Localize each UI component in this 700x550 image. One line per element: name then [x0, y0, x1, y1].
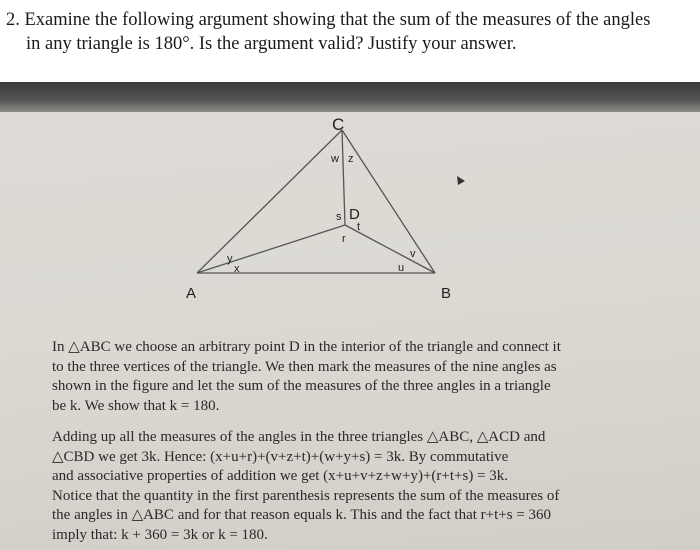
- angle-label-v: v: [410, 248, 416, 260]
- paragraph-line: and associative properties of addition we get (x+u+v+z+w+y)+(r+t+s) = 3k.: [52, 468, 509, 484]
- question-line-1: 2. Examine the following argument showing that the sum of the measures of the angles: [6, 10, 651, 30]
- angle-label-x: x: [234, 263, 240, 275]
- vertex-label-a: A: [186, 285, 197, 302]
- angle-label-u: u: [398, 262, 405, 274]
- paragraph-line: to the three vertices of the triangle. We then mark the measures of the nine angles as: [52, 358, 557, 375]
- paragraph-line: △CBD we get 3k. Hence: (x+u+r)+(v+z+t)+(w+y+s) = 3k. By commutative: [52, 448, 509, 465]
- segment-cd: [342, 130, 345, 225]
- segment-ad: [197, 225, 345, 273]
- question-prompt: [6, 8, 686, 56]
- paragraph-line: the angles in △ABC and for that reason equals k. This and the fact that r+t+s = 360: [52, 507, 552, 523]
- photo-edge-shadow: [0, 82, 700, 112]
- angle-label-z: z: [348, 153, 354, 165]
- question-line-2: in any triangle is 180°. Is the argument valid? Justify your answer.: [26, 34, 517, 54]
- paragraph-line: In △ABC we choose an arbitrary point D in the interior of the triangle and connect it: [52, 339, 561, 355]
- paragraph-line: be k. We show that k = 180.: [52, 397, 220, 414]
- cursor-arrow-icon: [457, 176, 465, 185]
- question-header: [0, 0, 700, 82]
- angle-label-t: t: [357, 221, 361, 233]
- paragraph-line: shown in the figure and let the sum of the measures of the three angles in a triangle: [52, 378, 551, 394]
- side-cb: [342, 130, 435, 273]
- paragraph-line: Adding up all the measures of the angles in the three triangles △ABC, △ACD and: [52, 429, 546, 445]
- angle-label-y: y: [227, 253, 233, 265]
- angle-label-r: r: [342, 233, 346, 245]
- vertex-label-c: C: [332, 115, 345, 134]
- angle-label-s: s: [336, 211, 342, 223]
- vertex-label-d: D: [349, 206, 360, 223]
- side-ac: [197, 130, 342, 273]
- vertex-label-b: B: [441, 285, 452, 302]
- triangle-diagram: [0, 112, 700, 302]
- paragraph-line: Notice that the quantity in the first parenthesis represents the sum of the measures of: [52, 487, 560, 504]
- paragraph-line: imply that: k + 360 = 3k or k = 180.: [52, 526, 268, 543]
- argument-paragraph-2: [52, 428, 642, 545]
- argument-paragraph-1: [52, 338, 642, 416]
- angle-label-w: w: [331, 153, 339, 165]
